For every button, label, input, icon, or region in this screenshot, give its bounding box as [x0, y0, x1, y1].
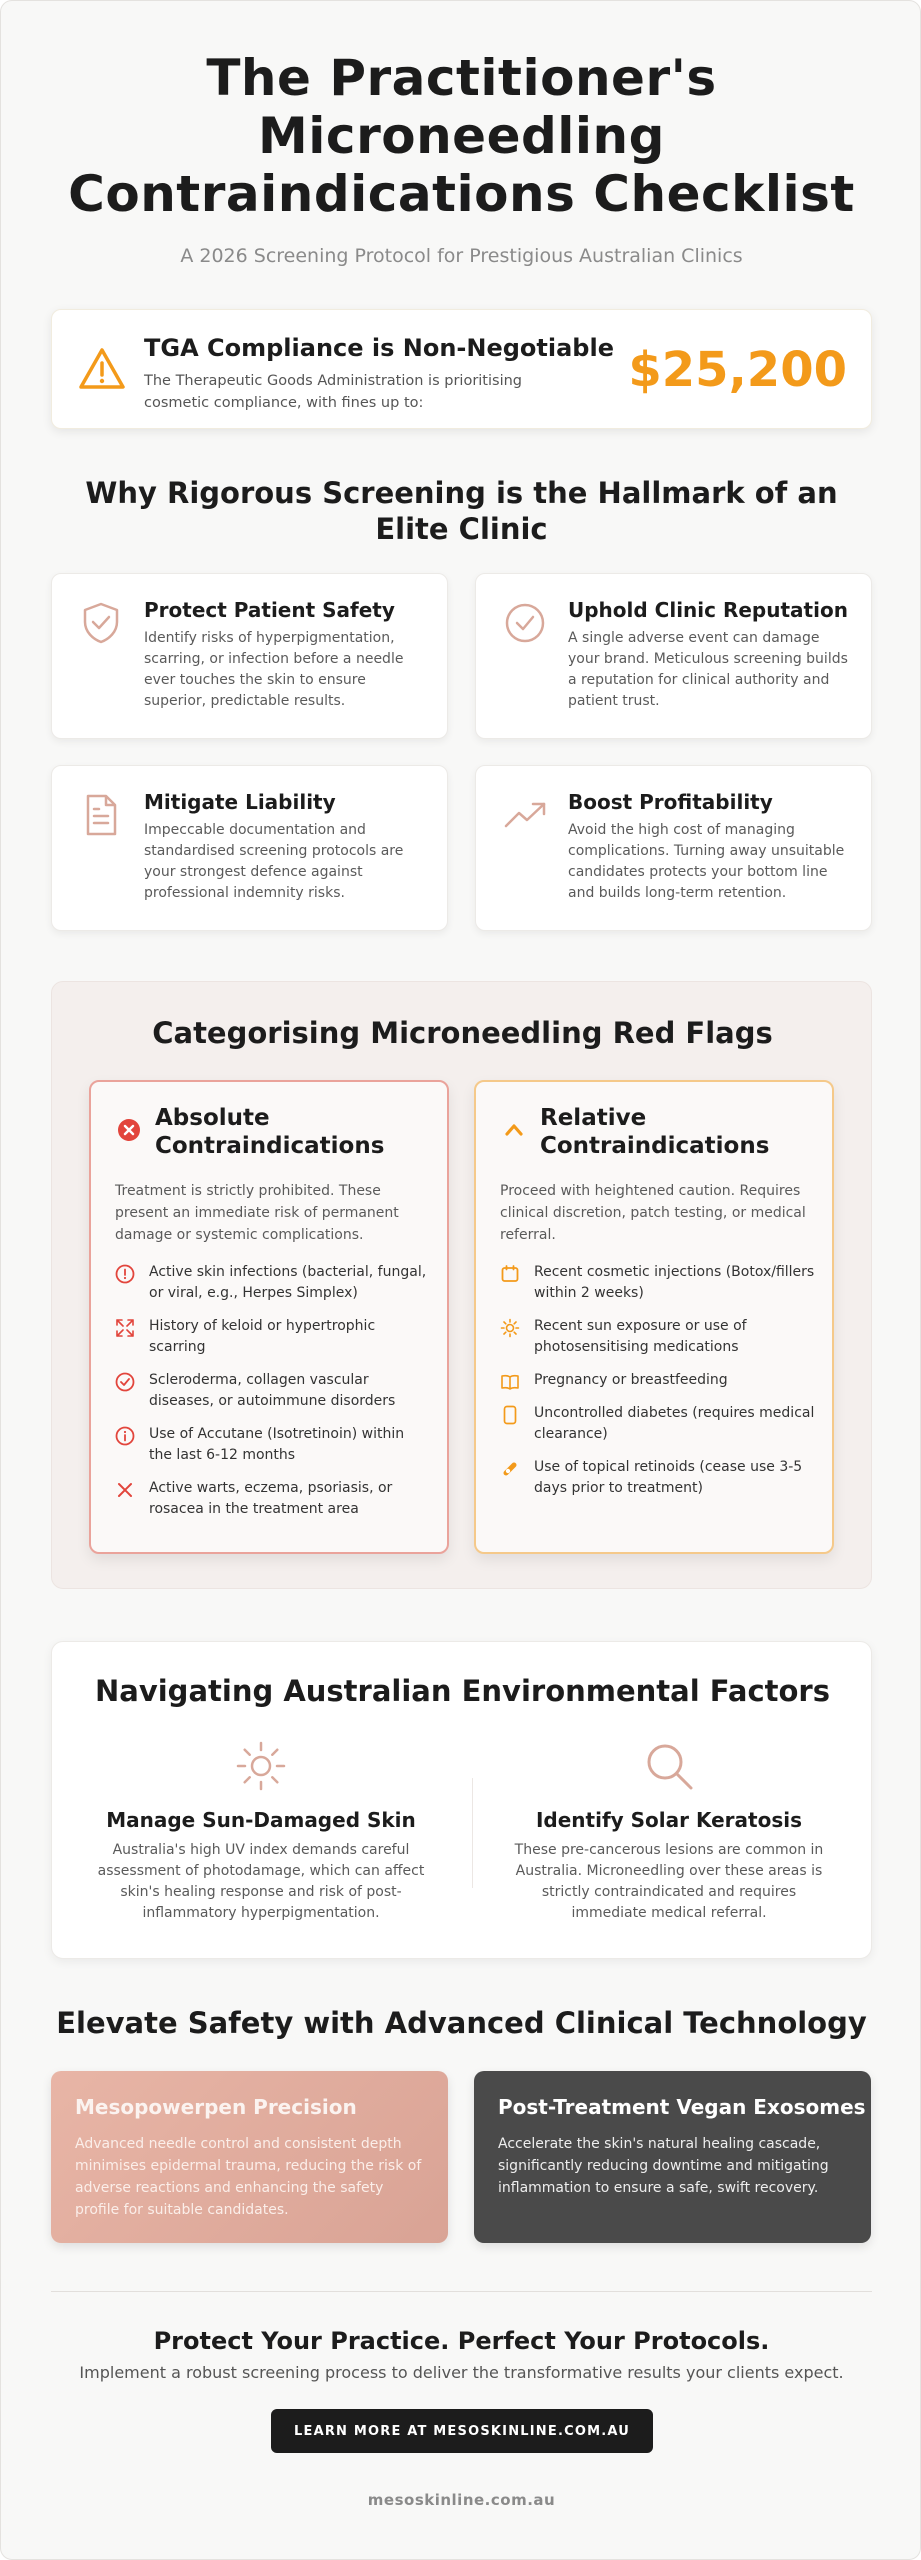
env-title: Navigating Australian Environmental Factors: [95, 1674, 830, 1708]
card-text: Avoid the high cost of managing complications. Turning away unsuitable candidates protects your bottom line and builds long-term retention.: [568, 822, 845, 901]
alert-circle-icon: [115, 1264, 135, 1284]
card-patient-safety: [51, 573, 448, 739]
tga-compliance-banner: [51, 309, 872, 429]
list-item: [115, 1424, 431, 1466]
why-section-title: Why Rigorous Screening is the Hallmark of an Elite Clinic: [85, 476, 838, 546]
env-col-text: Australia's high UV index demands careful assessment of photodamage, which can affect skin's healing response and risk of post-inflammatory hyperpigmentation.: [97, 1842, 425, 1921]
relative-desc: Proceed with heightened caution. Requires clinical discretion, patch testing, or medical referral.: [500, 1183, 806, 1243]
card-title: Mitigate Liability: [144, 790, 336, 814]
tech-section-title: Elevate Safety with Advanced Clinical Technology: [56, 2006, 867, 2040]
page-subtitle: A 2026 Screening Protocol for Prestigious Australian Clinics: [180, 245, 743, 267]
list-item-text: Uncontrolled diabetes (requires medical clearance): [534, 1405, 815, 1442]
calendar-icon: [500, 1264, 520, 1284]
tech-card-text: Advanced needle control and consistent depth minimises epidermal trauma, reducing the risk of adverse reactions and enhancing the safety profile for suitable candidates.: [75, 2136, 422, 2218]
list-item-text: History of keloid or hypertrophic scarring: [149, 1318, 376, 1355]
list-item: [115, 1370, 431, 1412]
card-mitigate-liability: [51, 765, 448, 931]
card-mesopowerpen: [51, 2071, 448, 2243]
list-item-text: Active skin infections (bacterial, fungal, or viral, e.g., Herpes Simplex): [149, 1264, 427, 1301]
relative-contraindications-card: [474, 1080, 834, 1554]
list-item: [115, 1478, 431, 1520]
expand-arrows-icon: [115, 1318, 135, 1338]
tga-text: The Therapeutic Goods Administration is prioritising cosmetic compliance, with fines up to:: [144, 373, 522, 411]
cta-subtitle: Implement a robust screening process to deliver the transformative results your clients expect.: [79, 2363, 844, 2382]
env-col-text: These pre-cancerous lesions are common in Australia. Microneedling over these areas is strictly contraindicated and requires immediate medical referral.: [514, 1842, 824, 1921]
x-mark-icon: [115, 1480, 135, 1500]
absolute-list: [115, 1262, 431, 1520]
relative-list: [500, 1262, 816, 1499]
check-circle-icon: [115, 1372, 135, 1392]
card-title: Uphold Clinic Reputation: [568, 598, 848, 622]
cta-title: Protect Your Practice. Perfect Your Protocols.: [153, 2327, 770, 2355]
caret-up-icon: [502, 1118, 526, 1142]
divider: [51, 2291, 872, 2292]
card-clinic-reputation: [475, 573, 872, 739]
list-item: [500, 1370, 816, 1391]
card-vegan-exosomes: [474, 2071, 871, 2243]
card-text: A single adverse event can damage your brand. Meticulous screening builds a reputation for clinical authority and patient trust.: [568, 630, 848, 709]
list-item-text: Use of topical retinoids (cease use 3-5 days prior to treatment): [534, 1459, 803, 1496]
sun-icon: [500, 1318, 520, 1338]
warning-icon: [78, 346, 126, 392]
shield-check-icon: [78, 600, 124, 646]
magnifier-icon: [641, 1738, 697, 1794]
env-col-title: Identify Solar Keratosis: [535, 1808, 803, 1832]
env-col-solar-keratosis: [504, 1738, 834, 1924]
absolute-desc: Treatment is strictly prohibited. These present an immediate risk of permanent damage or systemic complications.: [115, 1183, 399, 1243]
card-title: Boost Profitability: [568, 790, 773, 814]
absolute-title: Absolute Contraindications: [155, 1105, 385, 1159]
card-boost-profitability: [475, 765, 872, 931]
footer-site: mesoskinline.com.au: [367, 2491, 556, 2509]
absolute-contraindications-card: [89, 1080, 449, 1554]
sun-icon: [233, 1738, 289, 1794]
tga-title: TGA Compliance is Non-Negotiable: [144, 334, 614, 362]
env-col-sun-damage: [96, 1738, 426, 1924]
page-title: The Practitioner's Microneedling Contraindications Checklist: [68, 49, 855, 223]
red-flags-section: [51, 981, 872, 1589]
phone-icon: [500, 1405, 520, 1425]
x-circle-icon: [117, 1118, 141, 1142]
hero: [51, 49, 872, 267]
list-item-text: Scleroderma, collagen vascular diseases, or autoimmune disorders: [149, 1372, 396, 1409]
environmental-factors-section: [51, 1641, 872, 1959]
document-icon: [78, 792, 124, 838]
env-col-title: Manage Sun-Damaged Skin: [106, 1808, 416, 1832]
learn-more-button[interactable]: LEARN MORE AT MESOSKINLINE.COM.AU: [271, 2409, 653, 2453]
trending-up-icon: [502, 792, 548, 838]
list-item: [115, 1262, 431, 1304]
pill-icon: [500, 1459, 520, 1479]
card-text: Impeccable documentation and standardised screening protocols are your strongest defence against professional indemnity risks.: [144, 822, 404, 901]
tech-card-title: Post-Treatment Vegan Exosomes: [498, 2095, 866, 2119]
env-divider: [472, 1778, 473, 1888]
relative-title: Relative Contraindications: [540, 1105, 770, 1159]
list-item-text: Pregnancy or breastfeeding: [534, 1372, 728, 1388]
list-item: [115, 1316, 431, 1358]
list-item: [500, 1403, 816, 1445]
list-item: [500, 1262, 816, 1304]
card-title: Protect Patient Safety: [144, 598, 395, 622]
info-circle-icon: [115, 1426, 135, 1446]
book-icon: [500, 1372, 520, 1392]
tech-card-title: Mesopowerpen Precision: [75, 2095, 357, 2119]
list-item-text: Use of Accutane (Isotretinoin) within the last 6-12 months: [149, 1426, 405, 1463]
red-flags-title: Categorising Microneedling Red Flags: [152, 1016, 773, 1050]
fine-amount: $25,200: [628, 342, 847, 398]
list-item-text: Active warts, eczema, psoriasis, or rosacea in the treatment area: [149, 1480, 393, 1517]
list-item-text: Recent sun exposure or use of photosensitising medications: [534, 1318, 747, 1355]
check-circle-icon: [502, 600, 548, 646]
list-item-text: Recent cosmetic injections (Botox/fillers within 2 weeks): [534, 1264, 815, 1301]
card-text: Identify risks of hyperpigmentation, scarring, or infection before a needle ever touches the skin to ensure superior, predictable results.: [144, 630, 404, 709]
list-item: [500, 1316, 816, 1358]
list-item: [500, 1457, 816, 1499]
tech-card-text: Accelerate the skin's natural healing cascade, significantly reducing downtime and mitigating inflammation to ensure a safe, swift recovery.: [498, 2136, 829, 2196]
